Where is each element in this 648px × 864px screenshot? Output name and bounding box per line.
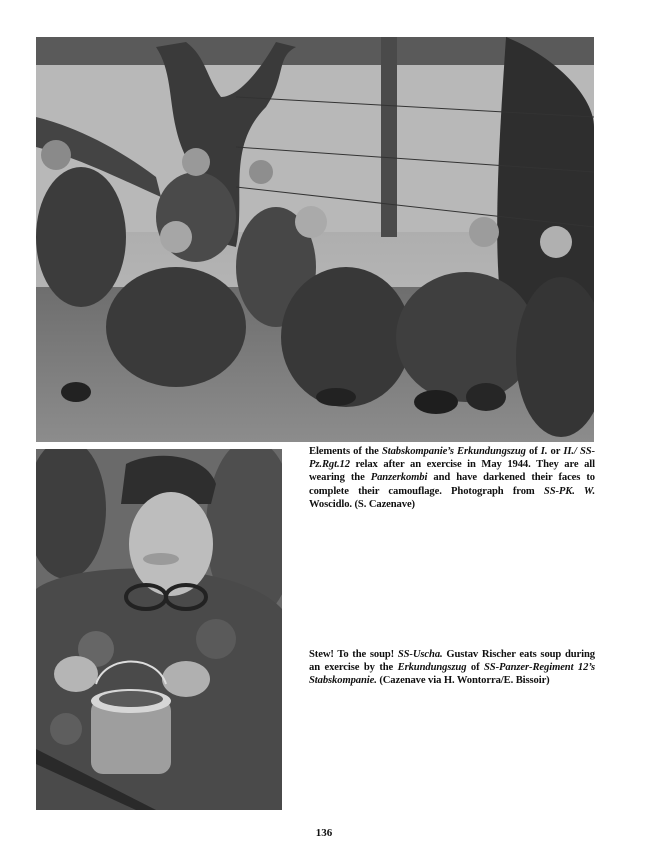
caption-top-segment: Elements of the [309, 446, 382, 457]
caption-top-segment: and have darkened their faces to complete their camouflage. Photograph from [309, 472, 595, 497]
caption-bottom-segment: SS-Panzer-Regiment 12’s Stabskompanie. [309, 662, 595, 687]
caption-bottom-segment: (Cazenave via H. Wontorra/E. Bissoir) [376, 675, 550, 687]
caption-top-segment: II./ SS-Pz.Rgt.12 [309, 446, 595, 471]
page-number: 136 [315, 827, 333, 839]
caption-top-segment: SS-PK. W. [543, 485, 595, 497]
caption-top-segment: I. [540, 446, 548, 457]
caption-bottom-segment: Stew! To the soup! [309, 649, 398, 660]
caption-bottom-segment: Gustav Rischer eats soup during an exercise by the [309, 649, 595, 674]
caption-top-segment: Woscidlo. (S. Cazenave) [309, 498, 415, 510]
caption-top-segment: of [525, 446, 541, 457]
caption-bottom-segment: Erkundungszug [397, 662, 467, 674]
caption-top [309, 445, 595, 511]
caption-top-segment: Panzerkombi [370, 472, 428, 484]
caption-bottom-segment: SS-Uscha. [397, 649, 443, 660]
photo-soldier-eating-soup [36, 449, 282, 810]
caption-bottom [309, 648, 595, 688]
caption-top-segment: Stabskompanie’s Erkundungszug [381, 446, 526, 457]
caption-bottom-segment: of [466, 662, 485, 674]
caption-top-segment: or [547, 446, 564, 457]
photo-soldiers-resting [36, 37, 594, 442]
caption-top-segment: relax after an exercise in May 1944. They are all wearing the [309, 459, 595, 484]
